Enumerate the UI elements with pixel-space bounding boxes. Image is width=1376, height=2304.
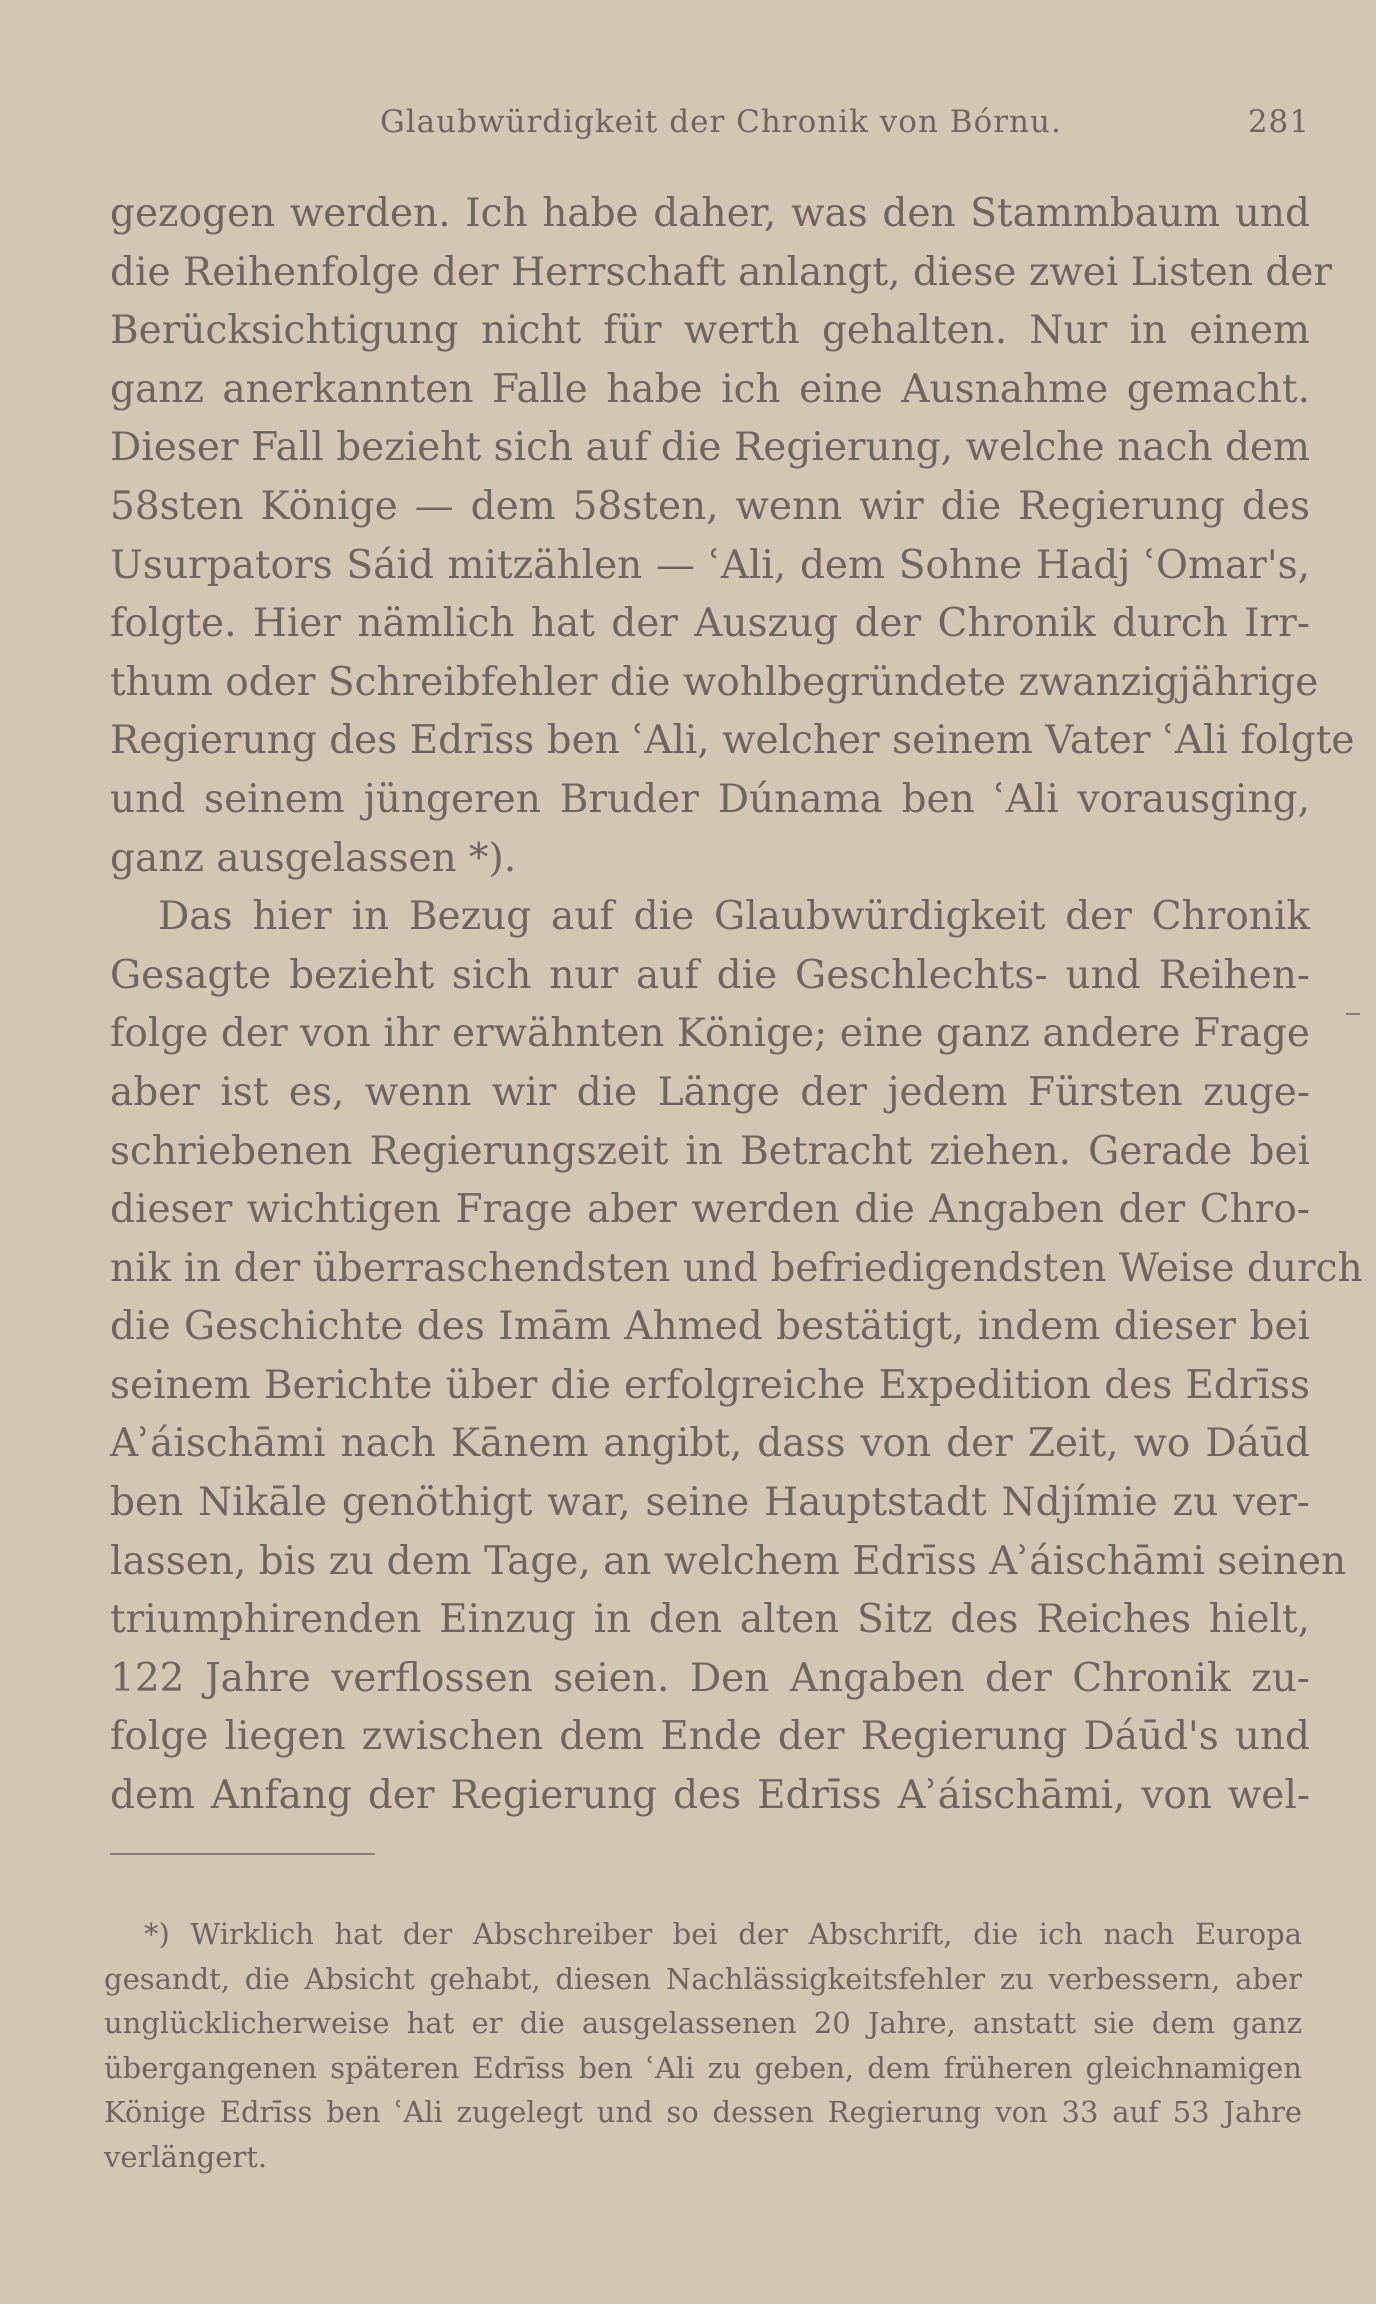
running-head [110, 104, 1310, 154]
text-line: ganz ausgelassen *). [110, 835, 517, 881]
footnote-line: verlängert. [104, 2139, 268, 2174]
text-line: Regierung des Edrīss ben ʿAli, welcher seinem Vater ʿAli folgte [110, 718, 1355, 764]
text-line: Aʾáischāmi nach Kānem angibt, dass von der Zeit, wo Dáūd [110, 1421, 1310, 1467]
body-text [110, 185, 1363, 1826]
text-line: ganz anerkannten Falle habe ich eine Ausnahme gemacht. [110, 366, 1310, 412]
text-line: folgte. Hier nämlich hat der Auszug der Chronik durch Irr- [110, 601, 1310, 647]
text-line: Dieser Fall bezieht sich auf die Regierung, welche nach dem [110, 425, 1310, 471]
text-line: die Geschichte des Imām Ahmed bestätigt, indem dieser bei [110, 1304, 1310, 1350]
text-line: und seinem jüngeren Bruder Dúnama ben ʿAli vorausging, [110, 776, 1310, 822]
text-line: lassen, bis zu dem Tage, an welchem Edrīss Aʾáischāmi seinen [110, 1538, 1347, 1584]
running-title: Glaubwürdigkeit der Chronik von Bórnu. [380, 104, 1062, 140]
text-line: ben Nikāle genöthigt war, seine Hauptstadt Ndjímie zu ver- [110, 1480, 1310, 1526]
text-line: dem Anfang der Regierung des Edrīss Aʾáischāmi, von wel- [110, 1773, 1310, 1819]
text-line: seinem Berichte über die erfolgreiche Expedition des Edrīss [110, 1362, 1310, 1408]
footnote-rule [110, 1853, 375, 1855]
text-line: Gesagte bezieht sich nur auf die Geschlechts- und Reihen- [110, 952, 1310, 998]
footnote-line: gesandt, die Absicht gehabt, diesen Nachlässigkeitsfehler zu verbessern, aber [104, 1961, 1302, 1996]
text-line: Berücksichtigung nicht für werth gehalten. Nur in einem [110, 308, 1310, 354]
margin-mark [1346, 1013, 1360, 1015]
footnote-line: *) Wirklich hat der Abschreiber bei der Abschrift, die ich nach Europa [144, 1917, 1302, 1951]
text-line: dieser wichtigen Frage aber werden die Angaben der Chro- [110, 1187, 1310, 1233]
footnote [104, 1912, 1302, 2180]
text-line: folge der von ihr erwähnten Könige; eine ganz andere Frage [110, 1011, 1310, 1057]
text-line: thum oder Schreibfehler die wohlbegründete zwanzigjährige [110, 659, 1319, 705]
text-line: gezogen werden. Ich habe daher, was den Stammbaum und [110, 191, 1310, 236]
footnote-line: unglücklicherweise hat er die ausgelassenen 20 Jahre, anstatt sie dem ganz [104, 2006, 1302, 2041]
text-line: schriebenen Regierungszeit in Betracht ziehen. Gerade bei [110, 1128, 1310, 1174]
text-line: 122 Jahre verflossen seien. Den Angaben der Chronik zu- [110, 1655, 1310, 1701]
page-number: 281 [1247, 104, 1310, 140]
footnote-line: Könige Edrīss ben ʿAli zugelegt und so dessen Regierung von 33 auf 53 Jahre [104, 2095, 1302, 2130]
text-line: Usurpators Sáid mitzählen — ʿAli, dem Sohne Hadj ʿOmar's, [110, 542, 1310, 588]
footnote-line: übergangenen späteren Edrīss ben ʿAli zu geben, dem früheren gleichnamigen [104, 2050, 1302, 2085]
text-line: nik in der überraschendsten und befriedigendsten Weise durch [110, 1245, 1363, 1291]
text-line: 58sten Könige — dem 58sten, wenn wir die Regierung des [110, 483, 1310, 529]
paragraph-first-line: Das hier in Bezug auf die Glaubwürdigkeit der Chronik [158, 894, 1310, 940]
text-line: folge liegen zwischen dem Ende der Regierung Dáūd's und [110, 1714, 1310, 1760]
text-line: die Reihenfolge der Herrschaft anlangt, diese zwei Listen der [110, 249, 1333, 295]
text-line: aber ist es, wenn wir die Länge der jedem Fürsten zuge- [110, 1069, 1310, 1115]
text-line: triumphirenden Einzug in den alten Sitz des Reiches hielt, [110, 1597, 1310, 1643]
